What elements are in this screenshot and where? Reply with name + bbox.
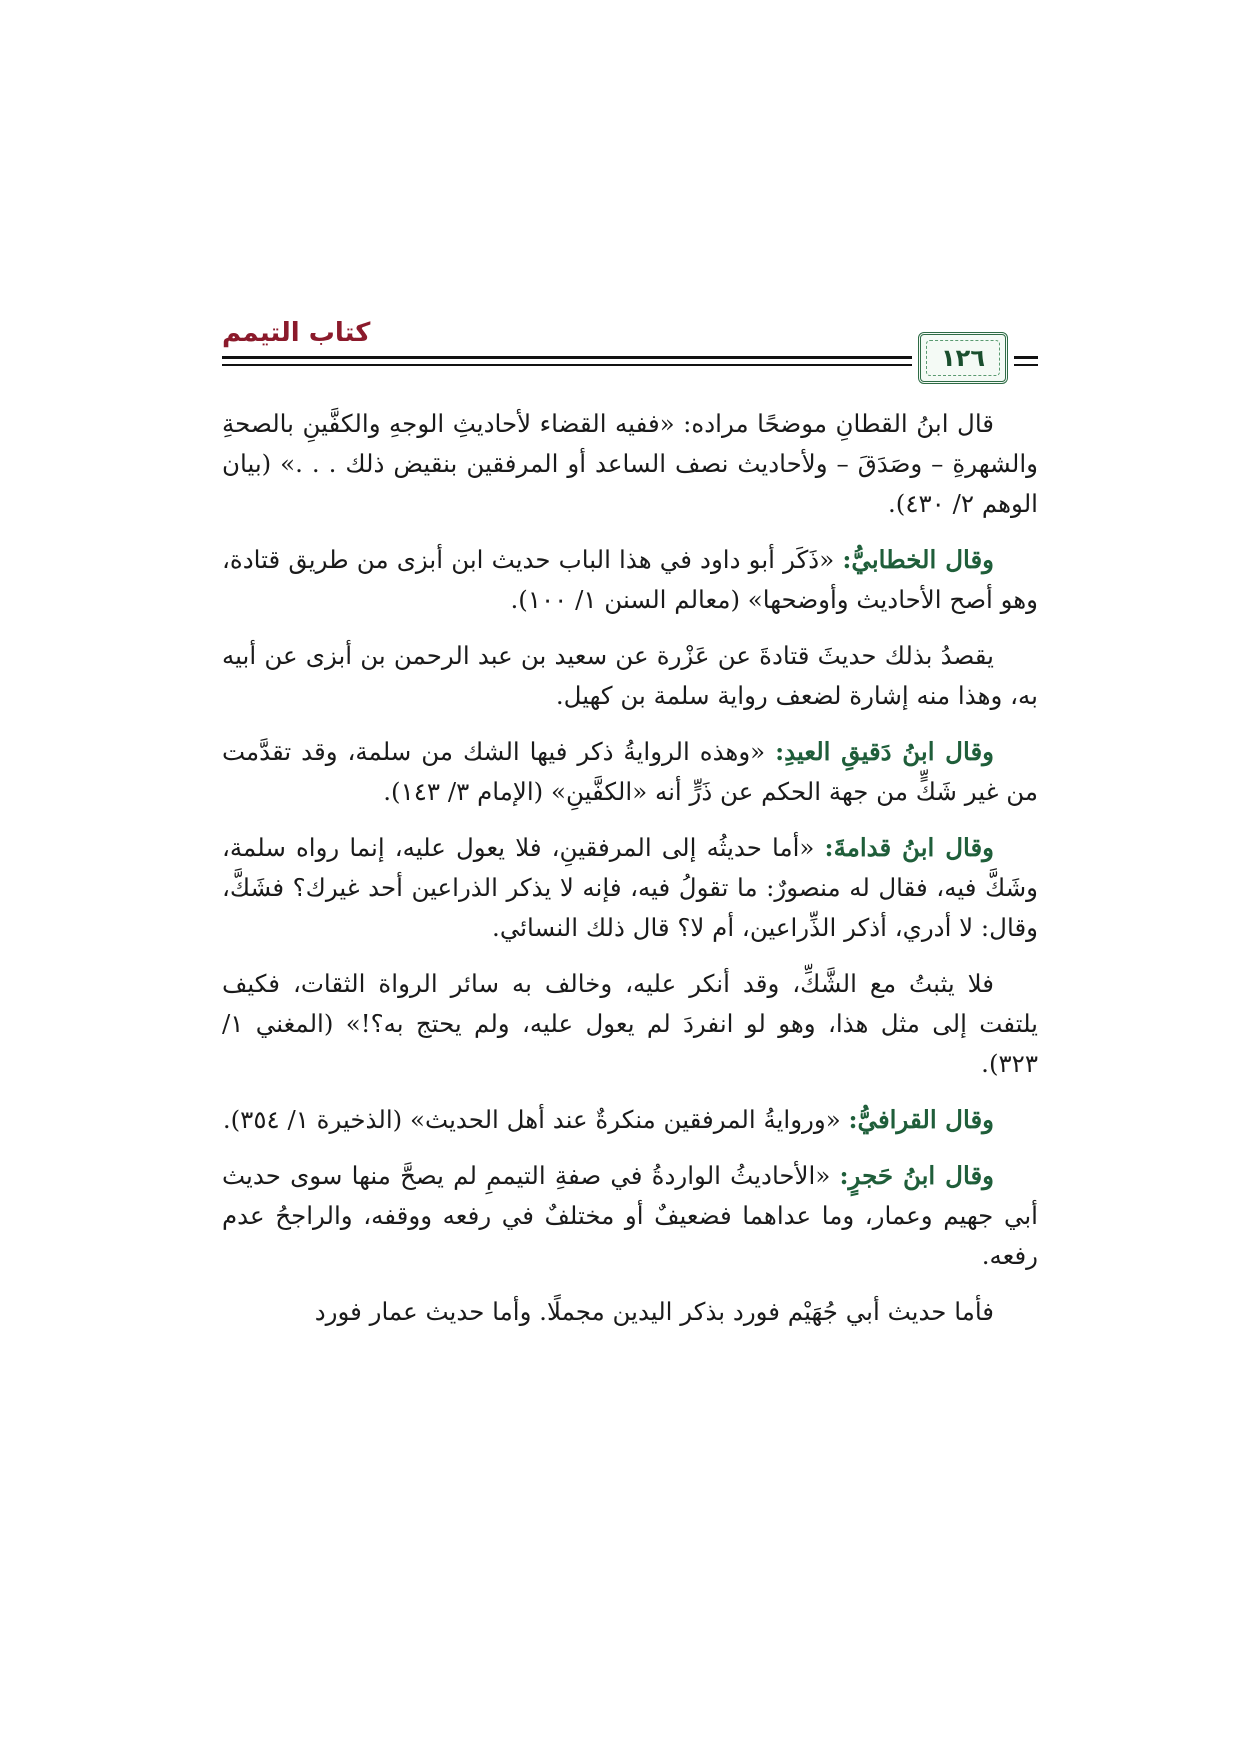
paragraph-4 xyxy=(222,732,1038,812)
paragraph-text: «الأحاديثُ الواردةُ في صفةِ التيممِ لم يصحَّ منها سوى حديث أبي جهيم وعمار، وما عداهما فضعيفٌ أو مختلفٌ في رفعه ووقفه، والراجحُ عدم رفعه. xyxy=(222,1161,1038,1270)
paragraph-text: «وهذه الروايةُ ذكر فيها الشك من سلمة، وقد تقدَّمت من غير شَكٍّ من جهة الحكم عن ذَرٍّ أنه «الكفَّينِ» (الإمام ٣/ ١٤٣). xyxy=(222,737,1038,806)
paragraph-text: يقصدُ بذلك حديثَ قتادةَ عن عَزْرة عن سعيد بن عبد الرحمن بن أبزى عن أبيه به، وهذا منه إشارة لضعف رواية سلمة بن كهيل. xyxy=(222,641,1038,710)
book-title: كتاب التيمم xyxy=(222,318,371,348)
paragraph-9 xyxy=(222,1292,1038,1332)
header-rule-bottom xyxy=(222,364,912,366)
speaker-label: وقال الخطابيُّ: xyxy=(842,545,994,574)
page-number-badge xyxy=(918,332,1008,384)
speaker-label: وقال ابنُ قدامةَ: xyxy=(824,833,994,862)
paragraph-8 xyxy=(222,1156,1038,1276)
paragraph-text: فلا يثبتُ مع الشَّكِّ، وقد أنكر عليه، وخالف به سائر الرواة الثقات، فكيف يلتفت إلى مثل هذا، وهو لو انفردَ لم يعول عليه، ولم يحتج به؟!» (المغني ١/ ٣٢٣). xyxy=(222,969,1038,1078)
speaker-label: وقال القرافيُّ: xyxy=(848,1105,994,1134)
page-header xyxy=(222,318,1038,388)
body-text xyxy=(222,404,1038,1348)
paragraph-5 xyxy=(222,828,1038,948)
paragraph-2 xyxy=(222,540,1038,620)
paragraph-text: فأما حديث أبي جُهَيْم فورد بذكر اليدين مجملًا. وأما حديث عمار فورد xyxy=(314,1297,994,1326)
header-rule-top xyxy=(222,356,912,359)
paragraph-3 xyxy=(222,636,1038,716)
header-rule-stub-top xyxy=(1014,356,1038,359)
paragraph-text: «أما حديثُه إلى المرفقينِ، فلا يعول عليه، إنما رواه سلمة، وشَكَّ فيه، فقال له منصورٌ: ما تقولُ فيه، فإنه لا يذكر الذراعين أحد غيرك؟ فشَكَّ، وقال: لا أدري، أذكر الذِّراعين، أم لا؟ قال ذلك النسائي. xyxy=(222,833,1038,942)
paragraph-7 xyxy=(222,1100,1038,1140)
speaker-label: وقال ابنُ دَقيقِ العيدِ: xyxy=(775,737,994,766)
paragraph-6 xyxy=(222,964,1038,1084)
paragraph-text: «وروايةُ المرفقين منكرةٌ عند أهل الحديث» (الذخيرة ١/ ٣٥٤). xyxy=(222,1105,849,1134)
page-number: ١٢٦ xyxy=(941,344,985,372)
header-rule-stub-bottom xyxy=(1014,364,1038,366)
paragraph-1 xyxy=(222,404,1038,524)
speaker-label: وقال ابنُ حَجرٍ: xyxy=(839,1161,994,1190)
paragraph-text: «ذَكَر أبو داود في هذا الباب حديث ابن أبزى من طريق قتادة، وهو أصح الأحاديث وأوضحها» (معالم السنن ١/ ١٠٠). xyxy=(222,545,1038,614)
paragraph-text: قال ابنُ القطانِ موضحًا مراده: «ففيه القضاء لأحاديثِ الوجهِ والكفَّينِ بالصحةِ والشهرةِ – وصَدَقَ – ولأحاديث نصف الساعد أو المرفقين بنقيض ذلك . . .» (بيان الوهم ٢/ ٤٣٠). xyxy=(222,409,1038,518)
